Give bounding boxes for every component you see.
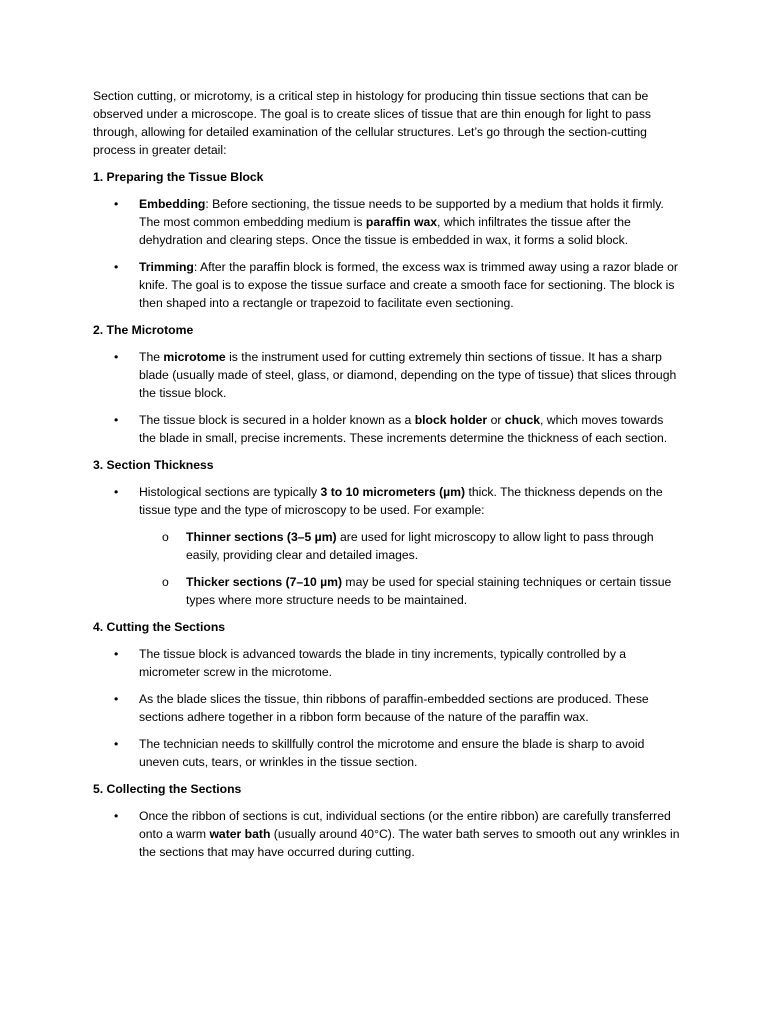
- bullet-icon: •: [114, 809, 119, 823]
- list-item-thickness: [93, 483, 683, 609]
- list-item-trimming: [93, 258, 683, 312]
- list-item-text: The: [139, 350, 164, 364]
- list-item-text: (usually around 40°C). The water bath serves to smooth out any wrinkles in the sections that may have occurred during cutting.: [139, 827, 680, 859]
- term-microtome: microtome: [163, 350, 226, 364]
- list-item-text: The technician needs to skillfully control the microtome and ensure the blade is sharp to avoid uneven cuts, tears, or wrinkles in the tissue section.: [139, 737, 645, 769]
- bullet-icon: •: [114, 485, 119, 499]
- list-item-text: Once the ribbon of sections is cut, individual sections (or the entire ribbon) are carefully transferred onto a warm: [139, 809, 671, 841]
- list-item-text: Histological sections are typically: [139, 485, 321, 499]
- bullet-icon: •: [114, 260, 119, 274]
- section-heading-microtome: 2. The Microtome: [93, 323, 194, 337]
- section-2-list: [93, 348, 683, 447]
- list-item-ribbons: [93, 690, 683, 726]
- list-item-water-bath: [93, 807, 683, 861]
- intro-paragraph: Section cutting, or microtomy, is a critical step in histology for producing thin tissue sections that can be observed under a microscope. The goal is to create slices of tissue that are thin enough for light to pass through, allowing for detailed examination of the cellular structures. Let’s go through the section-cutting process in greater detail:: [93, 89, 652, 157]
- thickness-sublist: [139, 528, 683, 609]
- bullet-icon: •: [114, 413, 119, 427]
- term-water-bath: water bath: [209, 827, 271, 841]
- section-1-list: [93, 195, 683, 312]
- list-item-text: As the blade slices the tissue, thin ribbons of paraffin-embedded sections are produced. These sections adhere together in a ribbon form because of the nature of the paraffin wax.: [139, 692, 649, 724]
- section-heading-section-thickness: 3. Section Thickness: [93, 458, 214, 472]
- term-thicker-sections: Thicker sections (7–10 µm): [186, 575, 343, 589]
- bullet-icon: •: [114, 692, 119, 706]
- list-item-text: is the instrument used for cutting extremely thin sections of tissue. It has a sharp blade (usually made of steel, glass, or diamond, depending on the type of tissue) that slices through the tissue block.: [139, 350, 677, 400]
- list-item-text: or: [487, 413, 505, 427]
- section-heading-cutting-sections: 4. Cutting the Sections: [93, 620, 226, 634]
- term-thinner-sections: Thinner sections (3–5 µm): [186, 530, 337, 544]
- list-item-text: : After the paraffin block is formed, the excess wax is trimmed away using a razor blade or knife. The goal is to expose the tissue surface and create a smooth face for sectioning. The block is then shaped into a rectangle or trapezoid to facilitate even sectioning.: [139, 260, 678, 310]
- section-heading-collecting-sections: 5. Collecting the Sections: [93, 782, 242, 796]
- list-item-microtome: [93, 348, 683, 402]
- list-item-text: The tissue block is secured in a holder known as a: [139, 413, 415, 427]
- term-thickness-range: 3 to 10 micrometers (µm): [320, 485, 466, 499]
- document-body: [93, 87, 683, 870]
- sublist-item-thicker: [139, 573, 683, 609]
- bullet-icon: •: [114, 350, 119, 364]
- term-chuck: chuck: [504, 413, 541, 427]
- list-item-advance-block: [93, 645, 683, 681]
- circle-bullet-icon: o: [162, 530, 169, 544]
- bullet-icon: •: [114, 197, 119, 211]
- term-block-holder: block holder: [414, 413, 488, 427]
- circle-bullet-icon: o: [162, 575, 169, 589]
- section-heading-preparing-tissue-block: 1. Preparing the Tissue Block: [93, 170, 264, 184]
- sublist-item-text: are used for light microscopy to allow light to pass through easily, providing clear and detailed images.: [186, 530, 654, 562]
- section-3-list: [93, 483, 683, 609]
- section-4-list: [93, 645, 683, 771]
- sublist-item-thinner: [139, 528, 683, 564]
- list-item-text: : Before sectioning, the tissue needs to be supported by a medium that holds it firmly. The most common embedding medium is: [139, 197, 664, 229]
- sublist-item-text: may be used for special staining techniques or certain tissue types where more structure needs to be maintained.: [186, 575, 672, 607]
- section-5-list: [93, 807, 683, 861]
- list-item-text: , which infiltrates the tissue after the dehydration and clearing steps. Once the tissue is embedded in wax, it forms a solid block.: [139, 215, 631, 247]
- term-paraffin-wax: paraffin wax: [365, 215, 438, 229]
- list-item-text: The tissue block is advanced towards the blade in tiny increments, typically controlled by a micrometer screw in the microtome.: [139, 647, 627, 679]
- term-trimming: Trimming: [139, 260, 194, 274]
- bullet-icon: •: [114, 737, 119, 751]
- term-embedding: Embedding: [139, 197, 206, 211]
- list-item-text: , which moves towards the blade in small, precise increments. These increments determine the thickness of each section.: [139, 413, 668, 445]
- bullet-icon: •: [114, 647, 119, 661]
- list-item-embedding: [93, 195, 683, 249]
- list-item-technician: [93, 735, 683, 771]
- list-item-block-holder: [93, 411, 683, 447]
- list-item-text: thick. The thickness depends on the tissue type and the type of microscopy to be used. For example:: [139, 485, 663, 517]
